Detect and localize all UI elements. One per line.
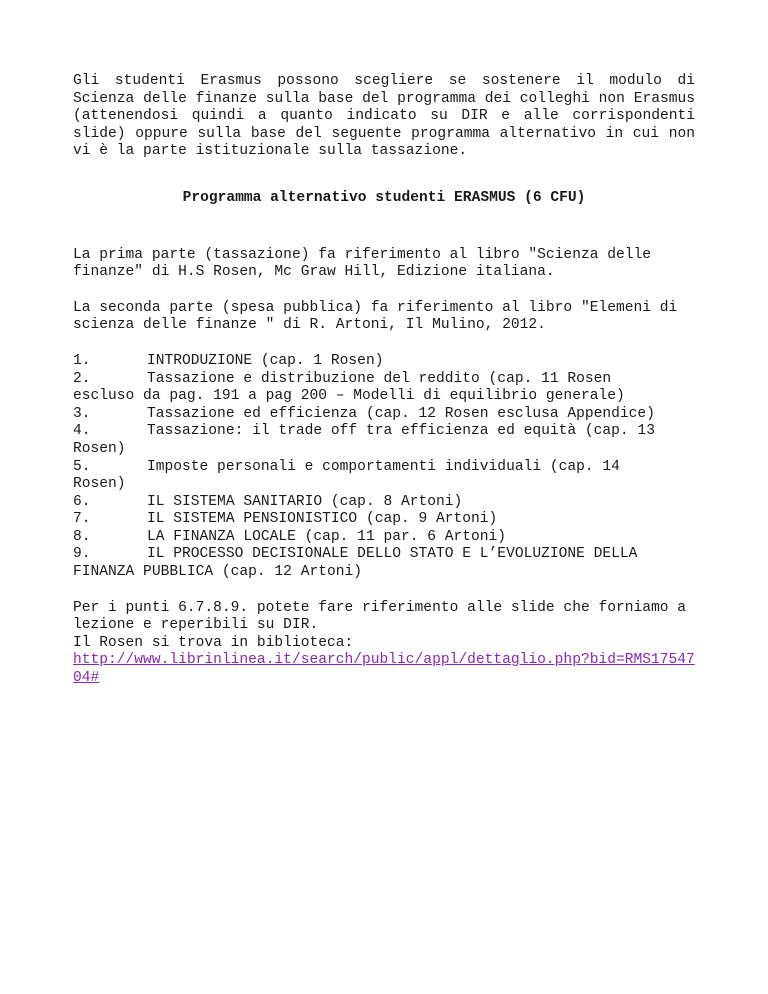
program-title: Programma alternativo studenti ERASMUS (6 CFU)	[182, 189, 586, 206]
item-number: 6.	[73, 493, 91, 510]
item-number: 2.	[73, 370, 91, 387]
item-text: Tassazione ed efficienza (cap. 12 Rosen esclusa Appendice)	[147, 405, 655, 422]
list-item	[73, 406, 695, 424]
intro-paragraph: Gli studenti Erasmus possono scegliere se sostenere il modulo di Scienza delle finanze sulla base del programma dei colleghi non Erasmus (attenendosi quindi a quanto indicato su DIR e alle corrispondenti slide) oppure sulla base del seguente programma alternativo in cui non vi è la parte istituzionale sulla tassazione.	[73, 73, 704, 160]
item-number: 1.	[73, 352, 91, 369]
list-item-continuation: Rosen)	[73, 440, 126, 457]
list-item	[73, 511, 695, 529]
list-item-continuation: Rosen)	[73, 476, 126, 493]
part-one-paragraph: La prima parte (tassazione) fa riferimento al libro "Scienza delle finanze" di H.S Rosen, Mc Graw Hill, Edizione italiana.	[73, 246, 660, 281]
item-number: 8.	[73, 528, 91, 545]
item-text: Tassazione: il trade off tra efficienza ed equità (cap. 13	[147, 423, 655, 440]
part-two-paragraph: La seconda parte (spesa pubblica) fa riferimento al libro "Elemeni di scienza delle finanze " di R. Artoni, Il Mulino, 2012.	[73, 299, 687, 334]
item-text: Tassazione e distribuzione del reddito (cap. 11 Rosen	[147, 370, 612, 387]
list-item	[73, 423, 695, 441]
item-text: LA FINANZA LOCALE (cap. 11 par. 6 Artoni)	[147, 528, 507, 545]
list-item-continuation: FINANZA PUBBLICA (cap. 12 Artoni)	[73, 564, 363, 581]
item-text: Imposte personali e comportamenti individuali (cap. 14	[147, 458, 620, 475]
list-item	[73, 353, 695, 371]
list-item-continuation: escluso da pag. 191 a pag 200 – Modelli di equilibrio generale)	[73, 388, 625, 405]
list-item	[73, 459, 695, 477]
item-number: 9.	[73, 546, 91, 563]
list-item	[73, 371, 695, 389]
document-page	[73, 73, 704, 688]
item-number: 7.	[73, 511, 91, 528]
item-number: 3.	[73, 405, 91, 422]
list-item	[73, 546, 695, 564]
list-item	[73, 494, 695, 512]
library-link[interactable]: http://www.librinlinea.it/search/public/appl/dettaglio.php?bid=RMS1754704#	[73, 652, 695, 687]
slides-note: Per i punti 6.7.8.9. potete fare riferimento alle slide che forniamo a lezione e reperibili su DIR.	[73, 599, 695, 634]
item-number: 4.	[73, 423, 91, 440]
list-item	[73, 529, 695, 547]
item-text: IL PROCESSO DECISIONALE DELLO STATO E L’EVOLUZIONE DELLA	[147, 546, 638, 563]
item-text: INTRODUZIONE (cap. 1 Rosen)	[147, 352, 384, 369]
item-text: IL SISTEMA SANITARIO (cap. 8 Artoni)	[147, 493, 463, 510]
item-text: IL SISTEMA PENSIONISTICO (cap. 9 Artoni)	[147, 511, 498, 528]
item-number: 5.	[73, 458, 91, 475]
library-note: Il Rosen si trova in biblioteca:	[73, 634, 354, 651]
topics-list	[73, 353, 695, 582]
